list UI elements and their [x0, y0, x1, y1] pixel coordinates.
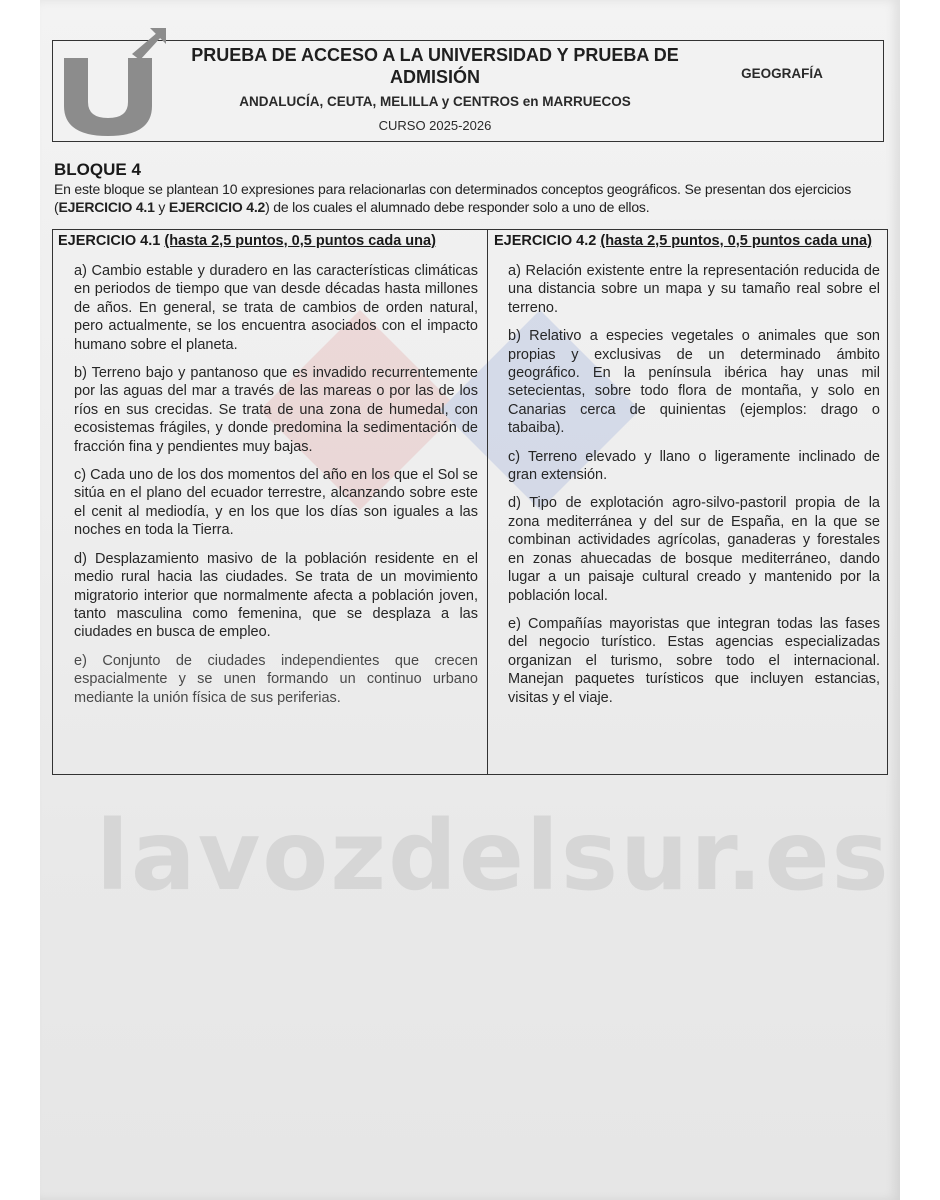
- exercise-4-2-item-d: d) Tipo de explotación agro-silvo-pastoril propia de la zona mediterránea y del sur de España, en la que se combinan actividades agrícolas, ganaderas y forestales en zonas ahuecadas de bosque mediterráneo, dando lugar a un paisaje cultural creado y mantenido por la población local.: [508, 495, 880, 604]
- exam-course: CURSO 2025-2026: [378, 118, 492, 133]
- exercise-4-2-heading: EJERCICIO 4.2 (hasta 2,5 puntos, 0,5 puntos cada una): [494, 233, 872, 249]
- exercise-4-1-item-e: e) Conjunto de ciudades independientes que crecen espacialmente y se unen formando un continuo urbano mediante la unión física de sus periferias.: [74, 652, 478, 706]
- exercise-4-2-item-b: b) Relativo a especies vegetales o animales que son propias y exclusivas de un determinado ámbito geográfico. En la península ibérica hay unas mil setecientas, sobre todo flora de montaña, y solo en Canarias cerca de quinientas (ejemplos: drago o tabaiba).: [508, 328, 880, 437]
- exercise-4-2-item-a: a) Relación existente entre la representación reducida de una distancia sobre un mapa y su tamaño real sobre el terreno.: [508, 263, 880, 316]
- exercise-4-1-column: [58, 232, 478, 717]
- exercise-4-1-item-b: b) Terreno bajo y pantanoso que es invadido recurrentemente por las aguas del mar a través de las mareas o por las de los ríos en sus crecidas. Se trata de una zona de humedal, con ecosistemas frágiles, y donde predomina la sedimentación de fracción fina y pendientes muy bajas.: [74, 365, 478, 455]
- exercise-4-1-item-a: a) Cambio estable y duradero en las características climáticas en periodos de tiempo que van desde décadas hasta millones de años. En general, se trata de cambios de orden natural, pero actualmente, se los encuentra asociados con el impacto humano sobre el planeta.: [74, 263, 478, 353]
- page-margin: [900, 0, 940, 1200]
- exercise-4-1-heading: EJERCICIO 4.1 (hasta 2,5 puntos, 0,5 puntos cada una): [58, 233, 436, 249]
- block-title: BLOQUE 4: [54, 160, 141, 179]
- column-divider: [487, 229, 488, 775]
- exercise-4-1-item-c: c) Cada uno de los dos momentos del año en los que el Sol se sitúa en el plano del ecuador terrestre, alcanzando sobre este el cenit al mediodía, y en los que los días son iguales a las noches en toda la Tierra.: [74, 467, 478, 539]
- watermark-text: lavozdelsur.es: [96, 800, 891, 912]
- exercise-4-2-item-e: e) Compañías mayoristas que integran todas las fases del negocio turístico. Estas agencias especializadas organizan el turismo, sobre todo el internacional. Manejan paquetes turísticos que incluyen estancias, visitas y el viaje.: [508, 615, 880, 706]
- exam-title: PRUEBA DE ACCESO A LA UNIVERSIDAD Y PRUEBA DE ADMISIÓN: [191, 45, 679, 87]
- exam-regions: ANDALUCÍA, CEUTA, MELILLA y CENTROS en MARRUECOS: [239, 94, 631, 109]
- exercise-4-2-item-c: c) Terreno elevado y llano o ligeramente inclinado de gran extensión.: [508, 448, 880, 484]
- block-intro: En este bloque se plantean 10 expresiones para relacionarlas con determinados conceptos geográficos. Se presentan dos ejercicios (EJERCICIO 4.1 y EJERCICIO 4.2) de los cuales el alumnado debe responder solo a uno de ellos.: [54, 181, 852, 215]
- exam-subject: GEOGRAFÍA: [741, 66, 823, 81]
- exercise-4-2-column: [494, 232, 880, 717]
- university-logo-icon: [58, 28, 168, 136]
- exercise-4-1-item-d: d) Desplazamiento masivo de la población residente en el medio rural hacia las ciudades. Se trata de un movimiento migratorio interior que normalmente afecta a población joven, tanto masculina como femenina, que se desplaza a las ciudades en busca de empleo.: [74, 550, 478, 641]
